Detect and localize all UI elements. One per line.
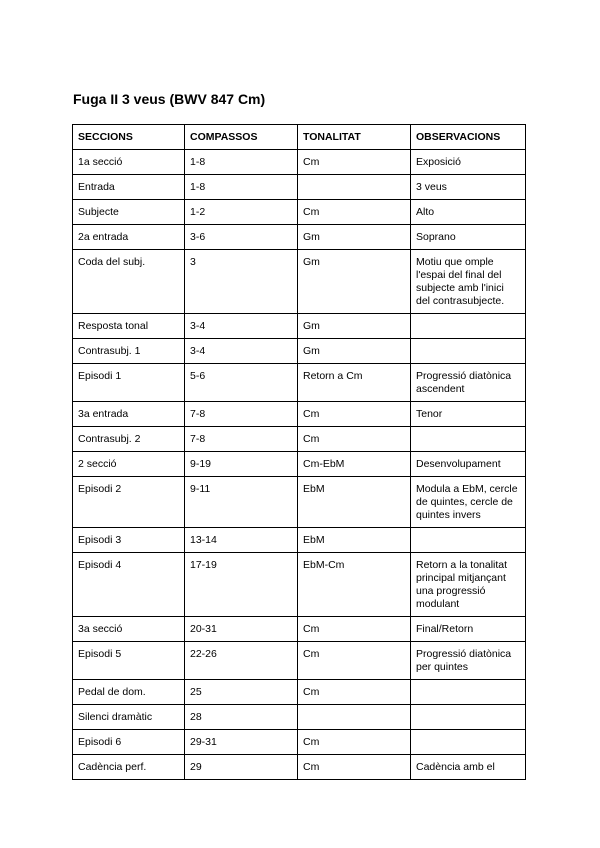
fugue-analysis-table bbox=[72, 124, 526, 780]
compassos-cell: 5-6 bbox=[185, 364, 298, 402]
table-row bbox=[73, 150, 526, 175]
compassos-cell: 3-4 bbox=[185, 314, 298, 339]
table-row bbox=[73, 452, 526, 477]
table-row bbox=[73, 402, 526, 427]
observacions-cell bbox=[411, 427, 526, 452]
seccio-cell: Episodi 4 bbox=[73, 553, 185, 617]
table-row bbox=[73, 730, 526, 755]
seccio-cell: 2 secció bbox=[73, 452, 185, 477]
compassos-cell: 1-2 bbox=[185, 200, 298, 225]
compassos-cell: 20-31 bbox=[185, 617, 298, 642]
observacions-cell: Motiu que omple l'espai del final del subjecte amb l'inici del contrasubjecte. bbox=[411, 250, 526, 314]
observacions-cell: Final/Retorn bbox=[411, 617, 526, 642]
tonalitat-cell: Gm bbox=[298, 225, 411, 250]
tonalitat-cell: Cm bbox=[298, 402, 411, 427]
table-row bbox=[73, 528, 526, 553]
tonalitat-cell: Cm bbox=[298, 150, 411, 175]
seccio-cell: Entrada bbox=[73, 175, 185, 200]
table-row bbox=[73, 225, 526, 250]
table-row bbox=[73, 175, 526, 200]
observacions-cell bbox=[411, 528, 526, 553]
observacions-cell bbox=[411, 339, 526, 364]
seccio-cell: Coda del subj. bbox=[73, 250, 185, 314]
header-row bbox=[73, 125, 526, 150]
seccio-cell: Episodi 2 bbox=[73, 477, 185, 528]
seccio-cell: Episodi 3 bbox=[73, 528, 185, 553]
compassos-cell: 25 bbox=[185, 680, 298, 705]
seccio-cell: 1a secció bbox=[73, 150, 185, 175]
tonalitat-cell: Gm bbox=[298, 339, 411, 364]
compassos-cell: 3 bbox=[185, 250, 298, 314]
seccio-cell: 2a entrada bbox=[73, 225, 185, 250]
table-row bbox=[73, 200, 526, 225]
compassos-cell: 1-8 bbox=[185, 150, 298, 175]
table-header bbox=[73, 125, 526, 150]
observacions-cell: Retorn a la tonalitat principal mitjançant una progressió modulant bbox=[411, 553, 526, 617]
compassos-cell: 3-4 bbox=[185, 339, 298, 364]
seccio-cell: Contrasubj. 1 bbox=[73, 339, 185, 364]
document-title: Fuga II 3 veus (BWV 847 Cm) bbox=[73, 91, 266, 107]
header-compassos: COMPASSOS bbox=[185, 125, 298, 150]
compassos-cell: 9-19 bbox=[185, 452, 298, 477]
compassos-cell: 1-8 bbox=[185, 175, 298, 200]
observacions-cell: Alto bbox=[411, 200, 526, 225]
tonalitat-cell: Cm-EbM bbox=[298, 452, 411, 477]
observacions-cell: Progressió diatònica ascendent bbox=[411, 364, 526, 402]
compassos-cell: 29-31 bbox=[185, 730, 298, 755]
seccio-cell: 3a entrada bbox=[73, 402, 185, 427]
seccio-cell: Cadència perf. bbox=[73, 755, 185, 780]
table-row bbox=[73, 250, 526, 314]
table-body bbox=[73, 150, 526, 780]
tonalitat-cell: Retorn a Cm bbox=[298, 364, 411, 402]
table-row bbox=[73, 755, 526, 780]
header-observacions: OBSERVACIONS bbox=[411, 125, 526, 150]
tonalitat-cell: Cm bbox=[298, 680, 411, 705]
tonalitat-cell bbox=[298, 705, 411, 730]
table-row bbox=[73, 617, 526, 642]
tonalitat-cell: EbM bbox=[298, 528, 411, 553]
compassos-cell: 13-14 bbox=[185, 528, 298, 553]
tonalitat-cell: Cm bbox=[298, 427, 411, 452]
observacions-cell: Modula a EbM, cercle de quintes, cercle de quintes invers bbox=[411, 477, 526, 528]
tonalitat-cell: Cm bbox=[298, 642, 411, 680]
seccio-cell: Contrasubj. 2 bbox=[73, 427, 185, 452]
compassos-cell: 22-26 bbox=[185, 642, 298, 680]
table-row bbox=[73, 339, 526, 364]
compassos-cell: 9-11 bbox=[185, 477, 298, 528]
observacions-cell bbox=[411, 680, 526, 705]
seccio-cell: Resposta tonal bbox=[73, 314, 185, 339]
table-row bbox=[73, 364, 526, 402]
table-row bbox=[73, 553, 526, 617]
compassos-cell: 7-8 bbox=[185, 427, 298, 452]
observacions-cell bbox=[411, 314, 526, 339]
seccio-cell: Silenci dramàtic bbox=[73, 705, 185, 730]
tonalitat-cell bbox=[298, 175, 411, 200]
compassos-cell: 29 bbox=[185, 755, 298, 780]
observacions-cell bbox=[411, 705, 526, 730]
header-tonalitat: TONALITAT bbox=[298, 125, 411, 150]
compassos-cell: 17-19 bbox=[185, 553, 298, 617]
compassos-cell: 3-6 bbox=[185, 225, 298, 250]
header-seccions: SECCIONS bbox=[73, 125, 185, 150]
table-row bbox=[73, 680, 526, 705]
table-row bbox=[73, 314, 526, 339]
tonalitat-cell: EbM bbox=[298, 477, 411, 528]
observacions-cell: Exposició bbox=[411, 150, 526, 175]
seccio-cell: 3a secció bbox=[73, 617, 185, 642]
observacions-cell: Soprano bbox=[411, 225, 526, 250]
observacions-cell bbox=[411, 730, 526, 755]
compassos-cell: 7-8 bbox=[185, 402, 298, 427]
tonalitat-cell: Cm bbox=[298, 200, 411, 225]
tonalitat-cell: Gm bbox=[298, 250, 411, 314]
observacions-cell: Progressió diatònica per quintes bbox=[411, 642, 526, 680]
table-row bbox=[73, 477, 526, 528]
observacions-cell: 3 veus bbox=[411, 175, 526, 200]
table-row bbox=[73, 642, 526, 680]
tonalitat-cell: Cm bbox=[298, 755, 411, 780]
tonalitat-cell: Cm bbox=[298, 730, 411, 755]
observacions-cell: Tenor bbox=[411, 402, 526, 427]
observacions-cell: Desenvolupament bbox=[411, 452, 526, 477]
seccio-cell: Pedal de dom. bbox=[73, 680, 185, 705]
tonalitat-cell: EbM-Cm bbox=[298, 553, 411, 617]
observacions-cell: Cadència amb el bbox=[411, 755, 526, 780]
seccio-cell: Episodi 6 bbox=[73, 730, 185, 755]
table-row bbox=[73, 705, 526, 730]
compassos-cell: 28 bbox=[185, 705, 298, 730]
tonalitat-cell: Cm bbox=[298, 617, 411, 642]
seccio-cell: Episodi 5 bbox=[73, 642, 185, 680]
seccio-cell: Subjecte bbox=[73, 200, 185, 225]
tonalitat-cell: Gm bbox=[298, 314, 411, 339]
table-row bbox=[73, 427, 526, 452]
seccio-cell: Episodi 1 bbox=[73, 364, 185, 402]
